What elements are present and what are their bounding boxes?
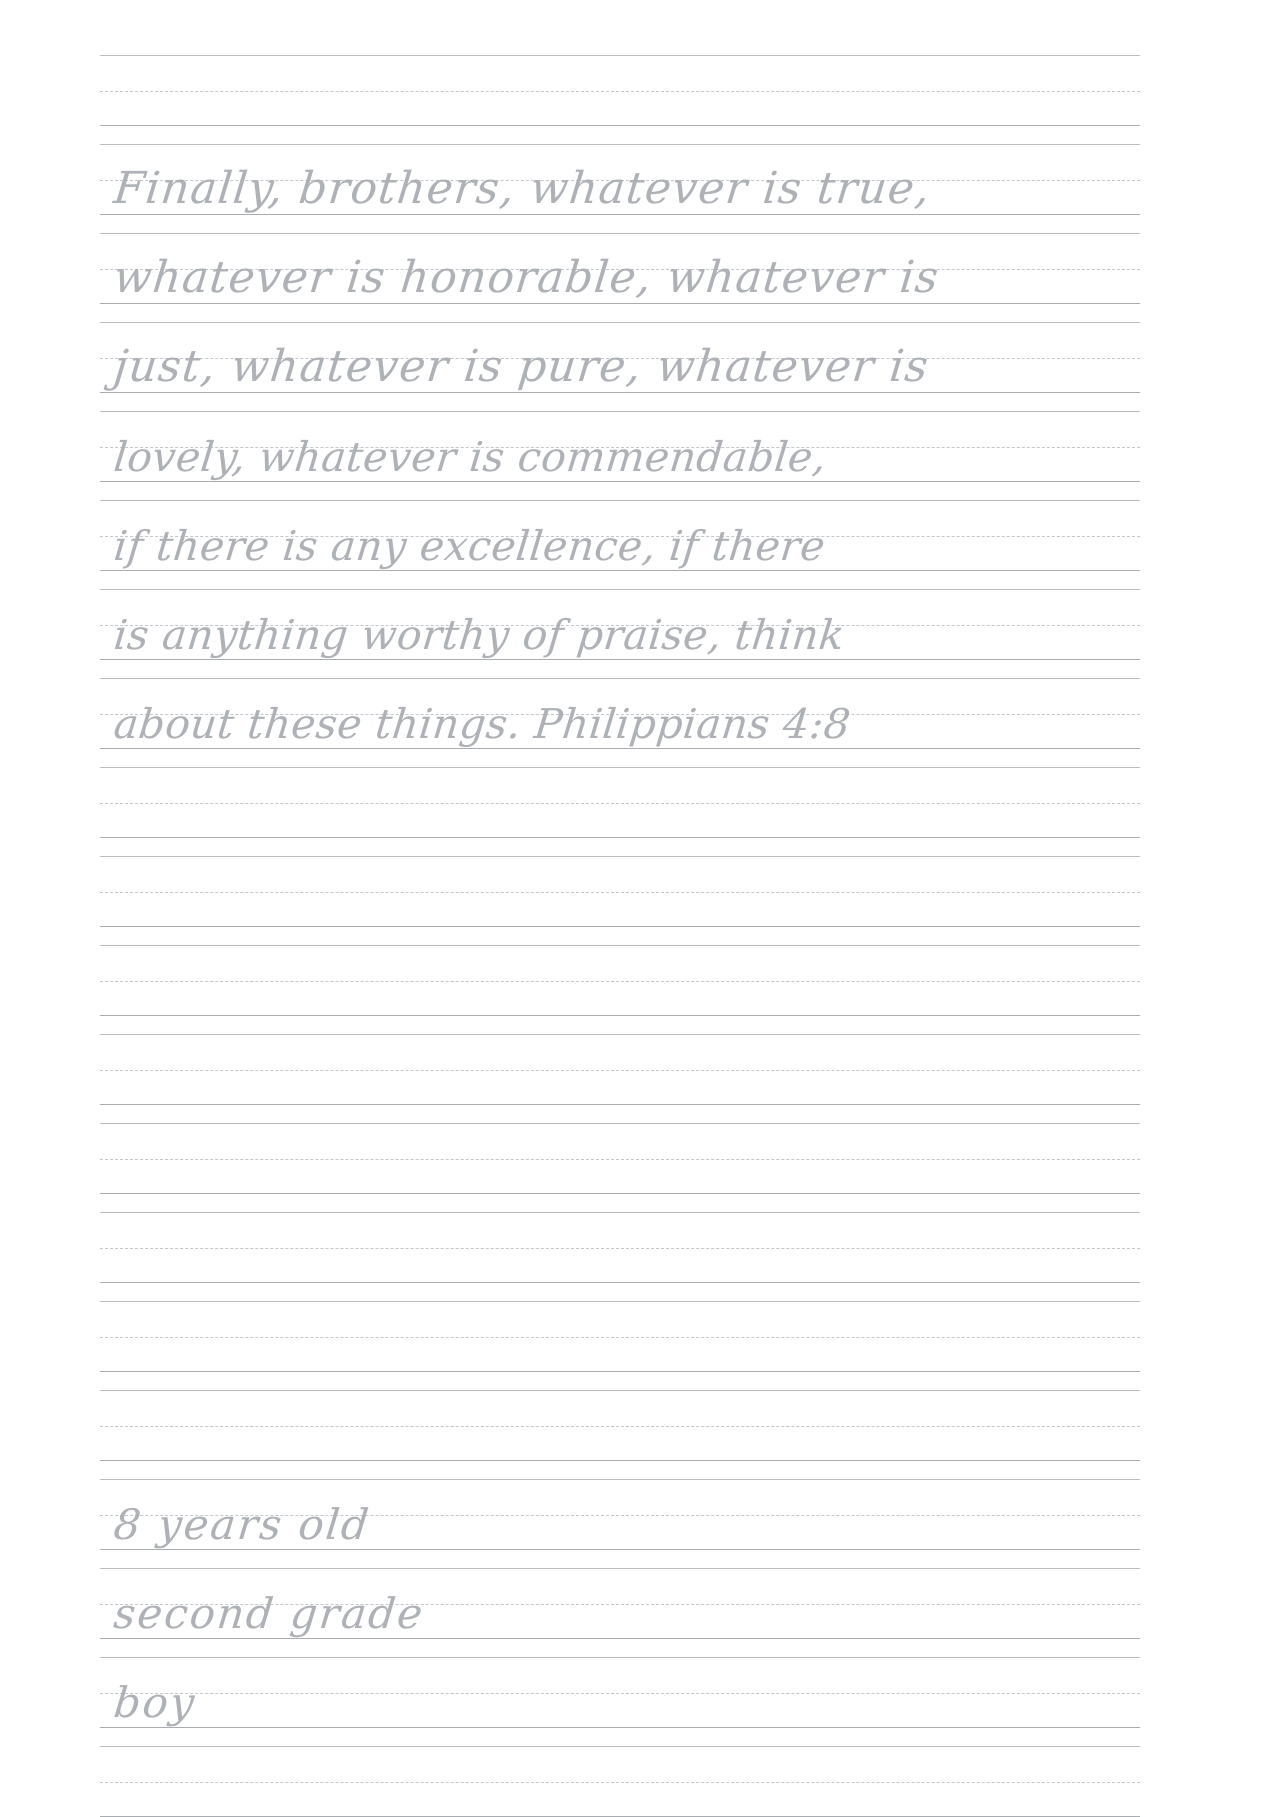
handwriting-line: whatever is honorable, whatever is: [111, 252, 942, 303]
rule-baseline: [100, 1549, 1140, 1550]
rule-midline-dashed: [100, 1782, 1140, 1783]
rule-baseline: [100, 481, 1140, 482]
rule-topline: [100, 1390, 1140, 1391]
blank-practice-row: [100, 1746, 1140, 1817]
rule-baseline: [100, 1371, 1140, 1372]
row-gap: [100, 1728, 1140, 1746]
blank-practice-row: [100, 856, 1140, 927]
rule-topline: [100, 589, 1140, 590]
row-gap: [100, 1372, 1140, 1390]
row-gap: [100, 304, 1140, 322]
rule-topline: [100, 1301, 1140, 1302]
blank-practice-row: [100, 1390, 1140, 1461]
row-gap: [100, 482, 1140, 500]
row-gap: [100, 126, 1140, 144]
blank-practice-row: [100, 1212, 1140, 1283]
handwriting-line: just, whatever is pure, whatever is: [111, 341, 932, 392]
footer-handwriting-line: boy: [111, 1678, 199, 1727]
ruled-line-row: [100, 1568, 1140, 1639]
row-gap: [100, 749, 1140, 767]
ruled-line-row: [100, 233, 1140, 304]
rule-baseline: [100, 1727, 1140, 1728]
handwriting-line: if there is any excellence, if there: [111, 522, 828, 570]
ruled-writing-area: [100, 55, 1140, 1727]
rule-topline: [100, 55, 1140, 56]
row-gap: [100, 1461, 1140, 1479]
blank-practice-row: [100, 945, 1140, 1016]
rule-midline-dashed: [100, 1159, 1140, 1160]
rule-midline-dashed: [100, 1248, 1140, 1249]
rule-midline-dashed: [100, 803, 1140, 804]
rule-topline: [100, 411, 1140, 412]
handwriting-line: lovely, whatever is commendable,: [111, 433, 829, 481]
rule-topline: [100, 144, 1140, 145]
ruled-line-row: [100, 500, 1140, 571]
row-gap: [100, 660, 1140, 678]
rule-topline: [100, 500, 1140, 501]
ruled-line-row: [100, 1479, 1140, 1550]
rule-baseline: [100, 303, 1140, 304]
row-gap: [100, 1283, 1140, 1301]
ruled-line-row: [100, 144, 1140, 215]
row-gap: [100, 1105, 1140, 1123]
rule-baseline: [100, 1638, 1140, 1639]
rule-midline-dashed: [100, 892, 1140, 893]
blank-practice-row: [100, 1034, 1140, 1105]
rule-topline: [100, 945, 1140, 946]
rule-topline: [100, 1568, 1140, 1569]
rule-midline-dashed: [100, 1337, 1140, 1338]
rule-baseline: [100, 1193, 1140, 1194]
rule-baseline: [100, 392, 1140, 393]
ruled-line-row: [100, 1657, 1140, 1728]
blank-practice-row: [100, 767, 1140, 838]
row-gap: [100, 1550, 1140, 1568]
rule-midline-dashed: [100, 1070, 1140, 1071]
row-gap: [100, 1016, 1140, 1034]
rule-baseline: [100, 659, 1140, 660]
rule-topline: [100, 767, 1140, 768]
rule-midline-dashed: [100, 981, 1140, 982]
rule-topline: [100, 678, 1140, 679]
rule-topline: [100, 1123, 1140, 1124]
rule-baseline: [100, 748, 1140, 749]
ruled-line-row: [100, 411, 1140, 482]
rule-baseline: [100, 1282, 1140, 1283]
rule-baseline: [100, 570, 1140, 571]
rule-midline-dashed: [100, 91, 1140, 92]
blank-practice-row: [100, 1123, 1140, 1194]
ruled-line-row: [100, 55, 1140, 126]
rule-topline: [100, 1479, 1140, 1480]
rule-midline-dashed: [100, 1426, 1140, 1427]
row-gap: [100, 571, 1140, 589]
rule-topline: [100, 856, 1140, 857]
rule-baseline: [100, 1460, 1140, 1461]
row-gap: [100, 1639, 1140, 1657]
handwriting-line: is anything worthy of praise, think: [111, 611, 847, 659]
rule-baseline: [100, 125, 1140, 126]
row-gap: [100, 927, 1140, 945]
row-gap: [100, 1194, 1140, 1212]
row-gap: [100, 215, 1140, 233]
rule-baseline: [100, 837, 1140, 838]
rule-topline: [100, 1746, 1140, 1747]
row-gap: [100, 838, 1140, 856]
blank-practice-row: [100, 1301, 1140, 1372]
ruled-line-row: [100, 678, 1140, 749]
rule-topline: [100, 1034, 1140, 1035]
rule-baseline: [100, 1104, 1140, 1105]
row-gap: [100, 393, 1140, 411]
rule-topline: [100, 1212, 1140, 1213]
rule-baseline: [100, 1015, 1140, 1016]
ruled-line-row: [100, 589, 1140, 660]
rule-baseline: [100, 214, 1140, 215]
footer-handwriting-line: second grade: [111, 1589, 427, 1638]
handwriting-line-with-reference: about these things. Philippians 4:8: [111, 700, 853, 748]
handwriting-line: Finally, brothers, whatever is true,: [111, 163, 934, 214]
rule-topline: [100, 322, 1140, 323]
rule-topline: [100, 1657, 1140, 1658]
rule-baseline: [100, 926, 1140, 927]
rule-topline: [100, 233, 1140, 234]
ruled-line-row: [100, 322, 1140, 393]
footer-handwriting-line: 8 years old: [111, 1500, 373, 1549]
